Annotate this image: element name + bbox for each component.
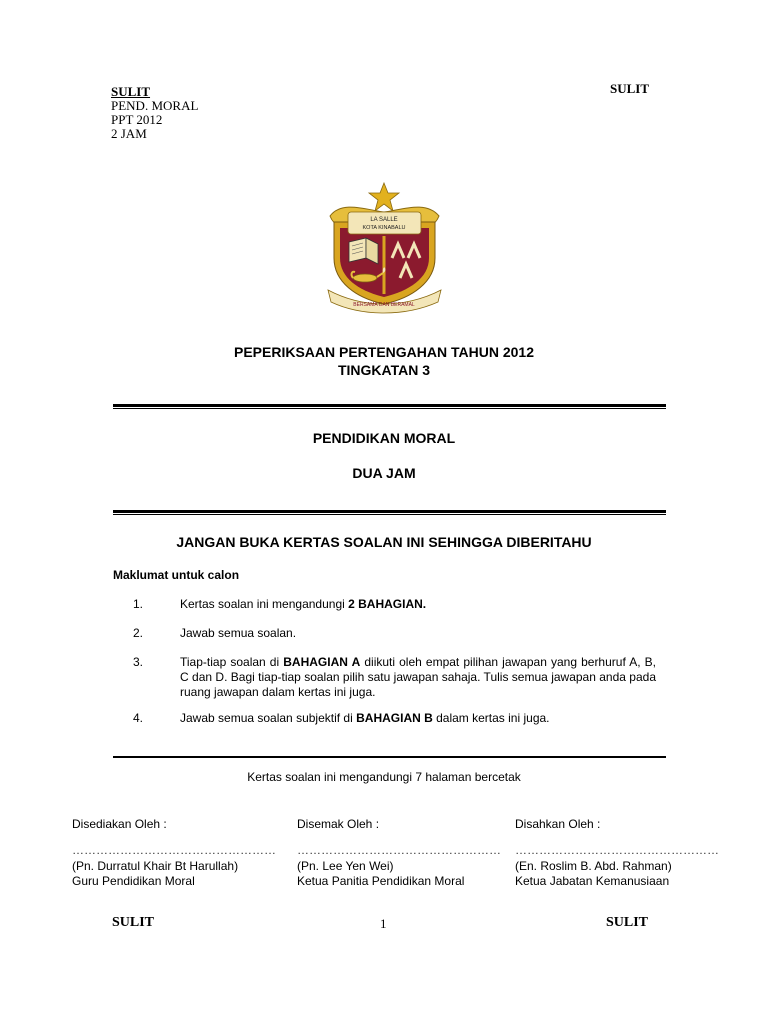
warning-text: JANGAN BUKA KERTAS SOALAN INI SEHINGGA DIBERITAHU	[176, 534, 592, 550]
instruction-text: Jawab semua soalan.	[180, 626, 297, 640]
divider-line	[113, 756, 666, 758]
header-sulit-right: SULIT	[610, 81, 650, 96]
signatory-label: Disahkan Oleh :	[515, 817, 601, 831]
signatory-label: Disemak Oleh :	[297, 817, 380, 831]
signatory-name: (En. Roslim B. Abd. Rahman)	[515, 859, 672, 873]
exam-duration-text: DUA JAM	[352, 465, 416, 481]
footer-sulit-left: SULIT	[112, 915, 155, 930]
instruction-number: 3.	[133, 655, 144, 669]
divider-thick	[113, 510, 666, 513]
crest-motto: BERSAMA DAN BERAMAL	[353, 302, 415, 308]
instructions-heading: Maklumat untuk calon	[113, 568, 240, 582]
star-icon	[369, 183, 399, 211]
crest-school-line1: LA SALLE	[370, 217, 398, 223]
pages-note: Kertas soalan ini mengandungi 7 halaman bercetak	[247, 770, 521, 784]
signatory-role: Ketua Panitia Pendidikan Moral	[297, 874, 465, 888]
signatory-name: (Pn. Durratul Khair Bt Harullah)	[72, 859, 239, 873]
exam-title-line1: PEPERIKSAAN PERTENGAHAN TAHUN 2012	[233, 344, 534, 360]
divider-thin	[113, 514, 666, 515]
instruction-text: Tiap-tiap soalan di BAHAGIAN A diikuti oleh empat pilihan jawapan yang berhuruf A, B, C dan D. Bagi tiap-tiap soalan pilih satu jawapan sahaja. Tulis semua jawapan anda pada ruang jawapan dalam kertas ini juga.	[180, 655, 657, 699]
page-number: 1	[380, 916, 387, 931]
instruction-number: 2.	[133, 626, 144, 640]
signatory-label: Disediakan Oleh :	[72, 817, 167, 831]
instruction-number: 1.	[133, 597, 144, 611]
signatory-role: Ketua Jabatan Kemanusiaan	[515, 874, 670, 888]
instruction-text: Jawab semua soalan subjektif di BAHAGIAN B dalam kertas ini juga.	[180, 711, 550, 725]
signatory-name: (Pn. Lee Yen Wei)	[297, 859, 394, 873]
header-paper: PPT 2012	[111, 112, 163, 127]
signature-line: ……………………………………………	[72, 843, 276, 857]
header-sulit-left: SULIT	[111, 84, 151, 99]
divider-thin	[113, 408, 666, 409]
instruction-number: 4.	[133, 711, 144, 725]
crest-school-line2: KOTA KINABALU	[362, 225, 406, 231]
school-crest-logo	[322, 178, 447, 314]
header-subject-code: PEND. MORAL	[111, 98, 199, 113]
exam-title-line2: TINGKATAN 3	[337, 362, 431, 378]
instruction-text: Kertas soalan ini mengandungi 2 BAHAGIAN.	[180, 597, 427, 611]
signature-line: ……………………………………………	[515, 843, 719, 857]
subject-name: PENDIDIKAN MORAL	[312, 430, 456, 446]
divider-thick	[113, 404, 666, 407]
signature-line: ……………………………………………	[297, 843, 501, 857]
footer-sulit-right: SULIT	[606, 915, 649, 930]
signatory-role: Guru Pendidikan Moral	[72, 874, 195, 888]
header-duration: 2 JAM	[111, 126, 147, 141]
